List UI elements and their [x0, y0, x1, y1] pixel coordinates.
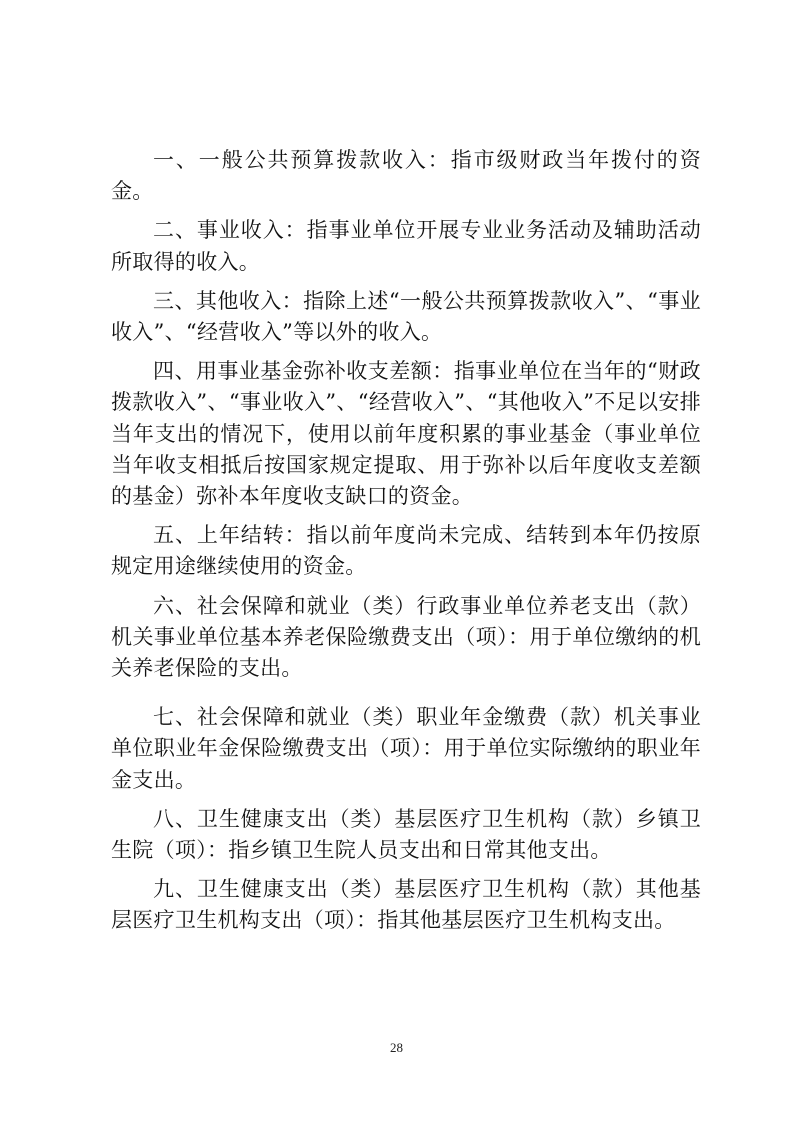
paragraph-5: 五、上年结转：指以前年度尚未完成、结转到本年仍按原规定用途继续使用的资金。: [111, 523, 701, 579]
paragraph-7: 七、社会保障和就业（类）职业年金缴费（款）机关事业单位职业年金保险缴费支出（项）：用于单位实际缴纳的职业年金支出。: [111, 705, 701, 792]
paragraph-3: 三、其他收入：指除上述“一般公共预算拨款收入”、“事业收入”、“经营收入”等以外的收入。: [111, 288, 701, 345]
paragraph-1: 一、一般公共预算拨款收入：指市级财政当年拨付的资金。: [111, 148, 701, 204]
paragraph-6: 六、社会保障和就业（类）行政事业单位养老支出（款）机关事业单位基本养老保险缴费支出（项）：用于单位缴纳的机关养老保险的支出。: [111, 593, 701, 681]
paragraph-4: 四、用事业基金弥补收支差额：指事业单位在当年的“财政拨款收入”、“事业收入”、“经营收入”、“其他收入”不足以安排当年支出的情况下，使用以前年度积累的事业基金（事业单位当年收支相抵后按国家规定提取、用于弥补以后年度收支差额的基金）弥补本年度收支缺口的资金。: [111, 359, 701, 509]
paragraph-2: 二、事业收入：指事业单位开展专业业务活动及辅助活动所取得的收入。: [111, 218, 701, 274]
page-number: 28: [390, 1040, 403, 1055]
paragraph-9: 九、卫生健康支出（类）基层医疗卫生机构（款）其他基层医疗卫生机构支出（项）：指其他基层医疗卫生机构支出。: [111, 877, 701, 933]
document-body: [111, 145, 701, 945]
paragraph-8: 八、卫生健康支出（类）基层医疗卫生机构（款）乡镇卫生院（项）：指乡镇卫生院人员支出和日常其他支出。: [111, 806, 701, 863]
